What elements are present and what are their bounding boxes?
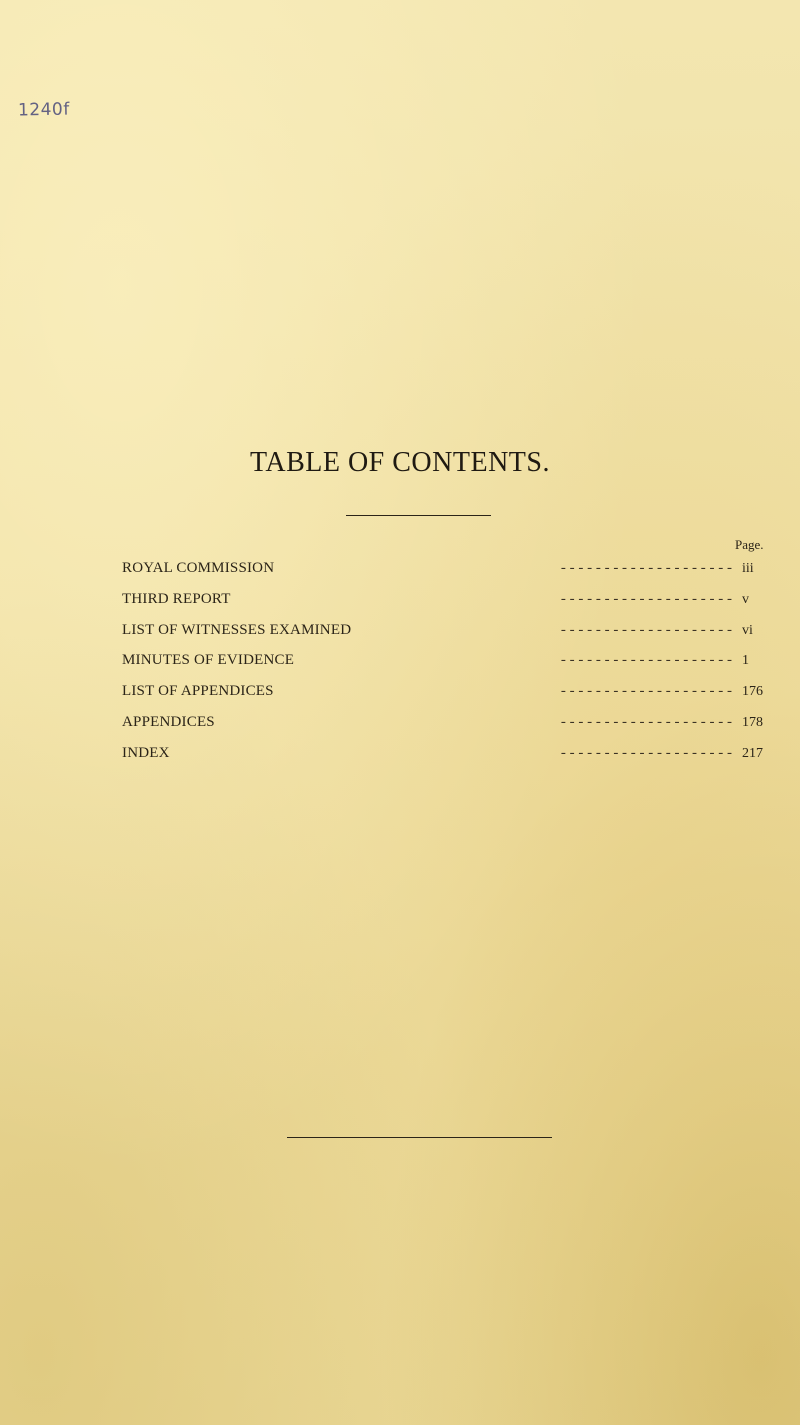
toc-entry-page: 176 xyxy=(742,684,763,700)
toc-entry-label: ROYAL COMMISSION xyxy=(122,560,275,576)
title-underline xyxy=(346,515,491,516)
toc-leader-dashes: - - - - - - - - - - - - - - - - - - - - xyxy=(560,713,732,730)
toc-entry-label: MINUTES OF EVIDENCE xyxy=(122,652,295,669)
toc-entry-list-of-appendices xyxy=(122,683,770,714)
toc-leader-dashes: - - - - - - - - - - - - - - - - - - - - xyxy=(560,590,732,607)
closing-rule xyxy=(287,1137,552,1138)
toc-entry-label: LIST OF WITNESSES EXAMINED xyxy=(122,621,352,638)
toc-leader-dashes: - - - - - - - - - - - - - - - - - - - - xyxy=(560,683,732,700)
toc-entry-page: vi xyxy=(742,622,753,638)
toc-entry-label: LIST OF APPENDICES xyxy=(122,683,274,700)
toc-entry-label: INDEX xyxy=(122,744,170,761)
toc-entry-label: APPENDICES xyxy=(122,713,215,730)
toc-entry-third-report xyxy=(122,591,770,622)
handwritten-shelf-mark: 1240f xyxy=(17,99,70,121)
page-column-header: Page. xyxy=(735,537,764,552)
toc-entry-list-of-witnesses xyxy=(122,622,770,653)
toc-entry-page: iii xyxy=(742,561,754,576)
toc-entry-index xyxy=(122,745,770,776)
toc-entry-page: 178 xyxy=(742,714,763,730)
toc-leader-dashes: - - - - - - - - - - - - - - - - - - - - xyxy=(560,652,732,669)
toc-leader-dashes: - - - - - - - - - - - - - - - - - - - - xyxy=(560,621,732,638)
toc-leader-dashes: - - - - - - - - - - - - - - - - - - - - xyxy=(560,744,732,761)
toc-entry-royal-commission xyxy=(122,560,770,591)
toc-entry-page: 1 xyxy=(742,653,749,669)
toc-entry-label: THIRD REPORT xyxy=(122,590,231,607)
toc-entry-page: v xyxy=(742,591,749,607)
toc-entry-minutes-of-evidence xyxy=(122,652,770,683)
toc-entry-appendices xyxy=(122,714,770,745)
page-title: TABLE OF CONTENTS. xyxy=(250,447,550,478)
toc-entry-page: 217 xyxy=(742,745,763,761)
table-of-contents xyxy=(122,560,770,776)
toc-leader-dashes: - - - - - - - - - - - - - - - - - - - - xyxy=(560,560,732,576)
